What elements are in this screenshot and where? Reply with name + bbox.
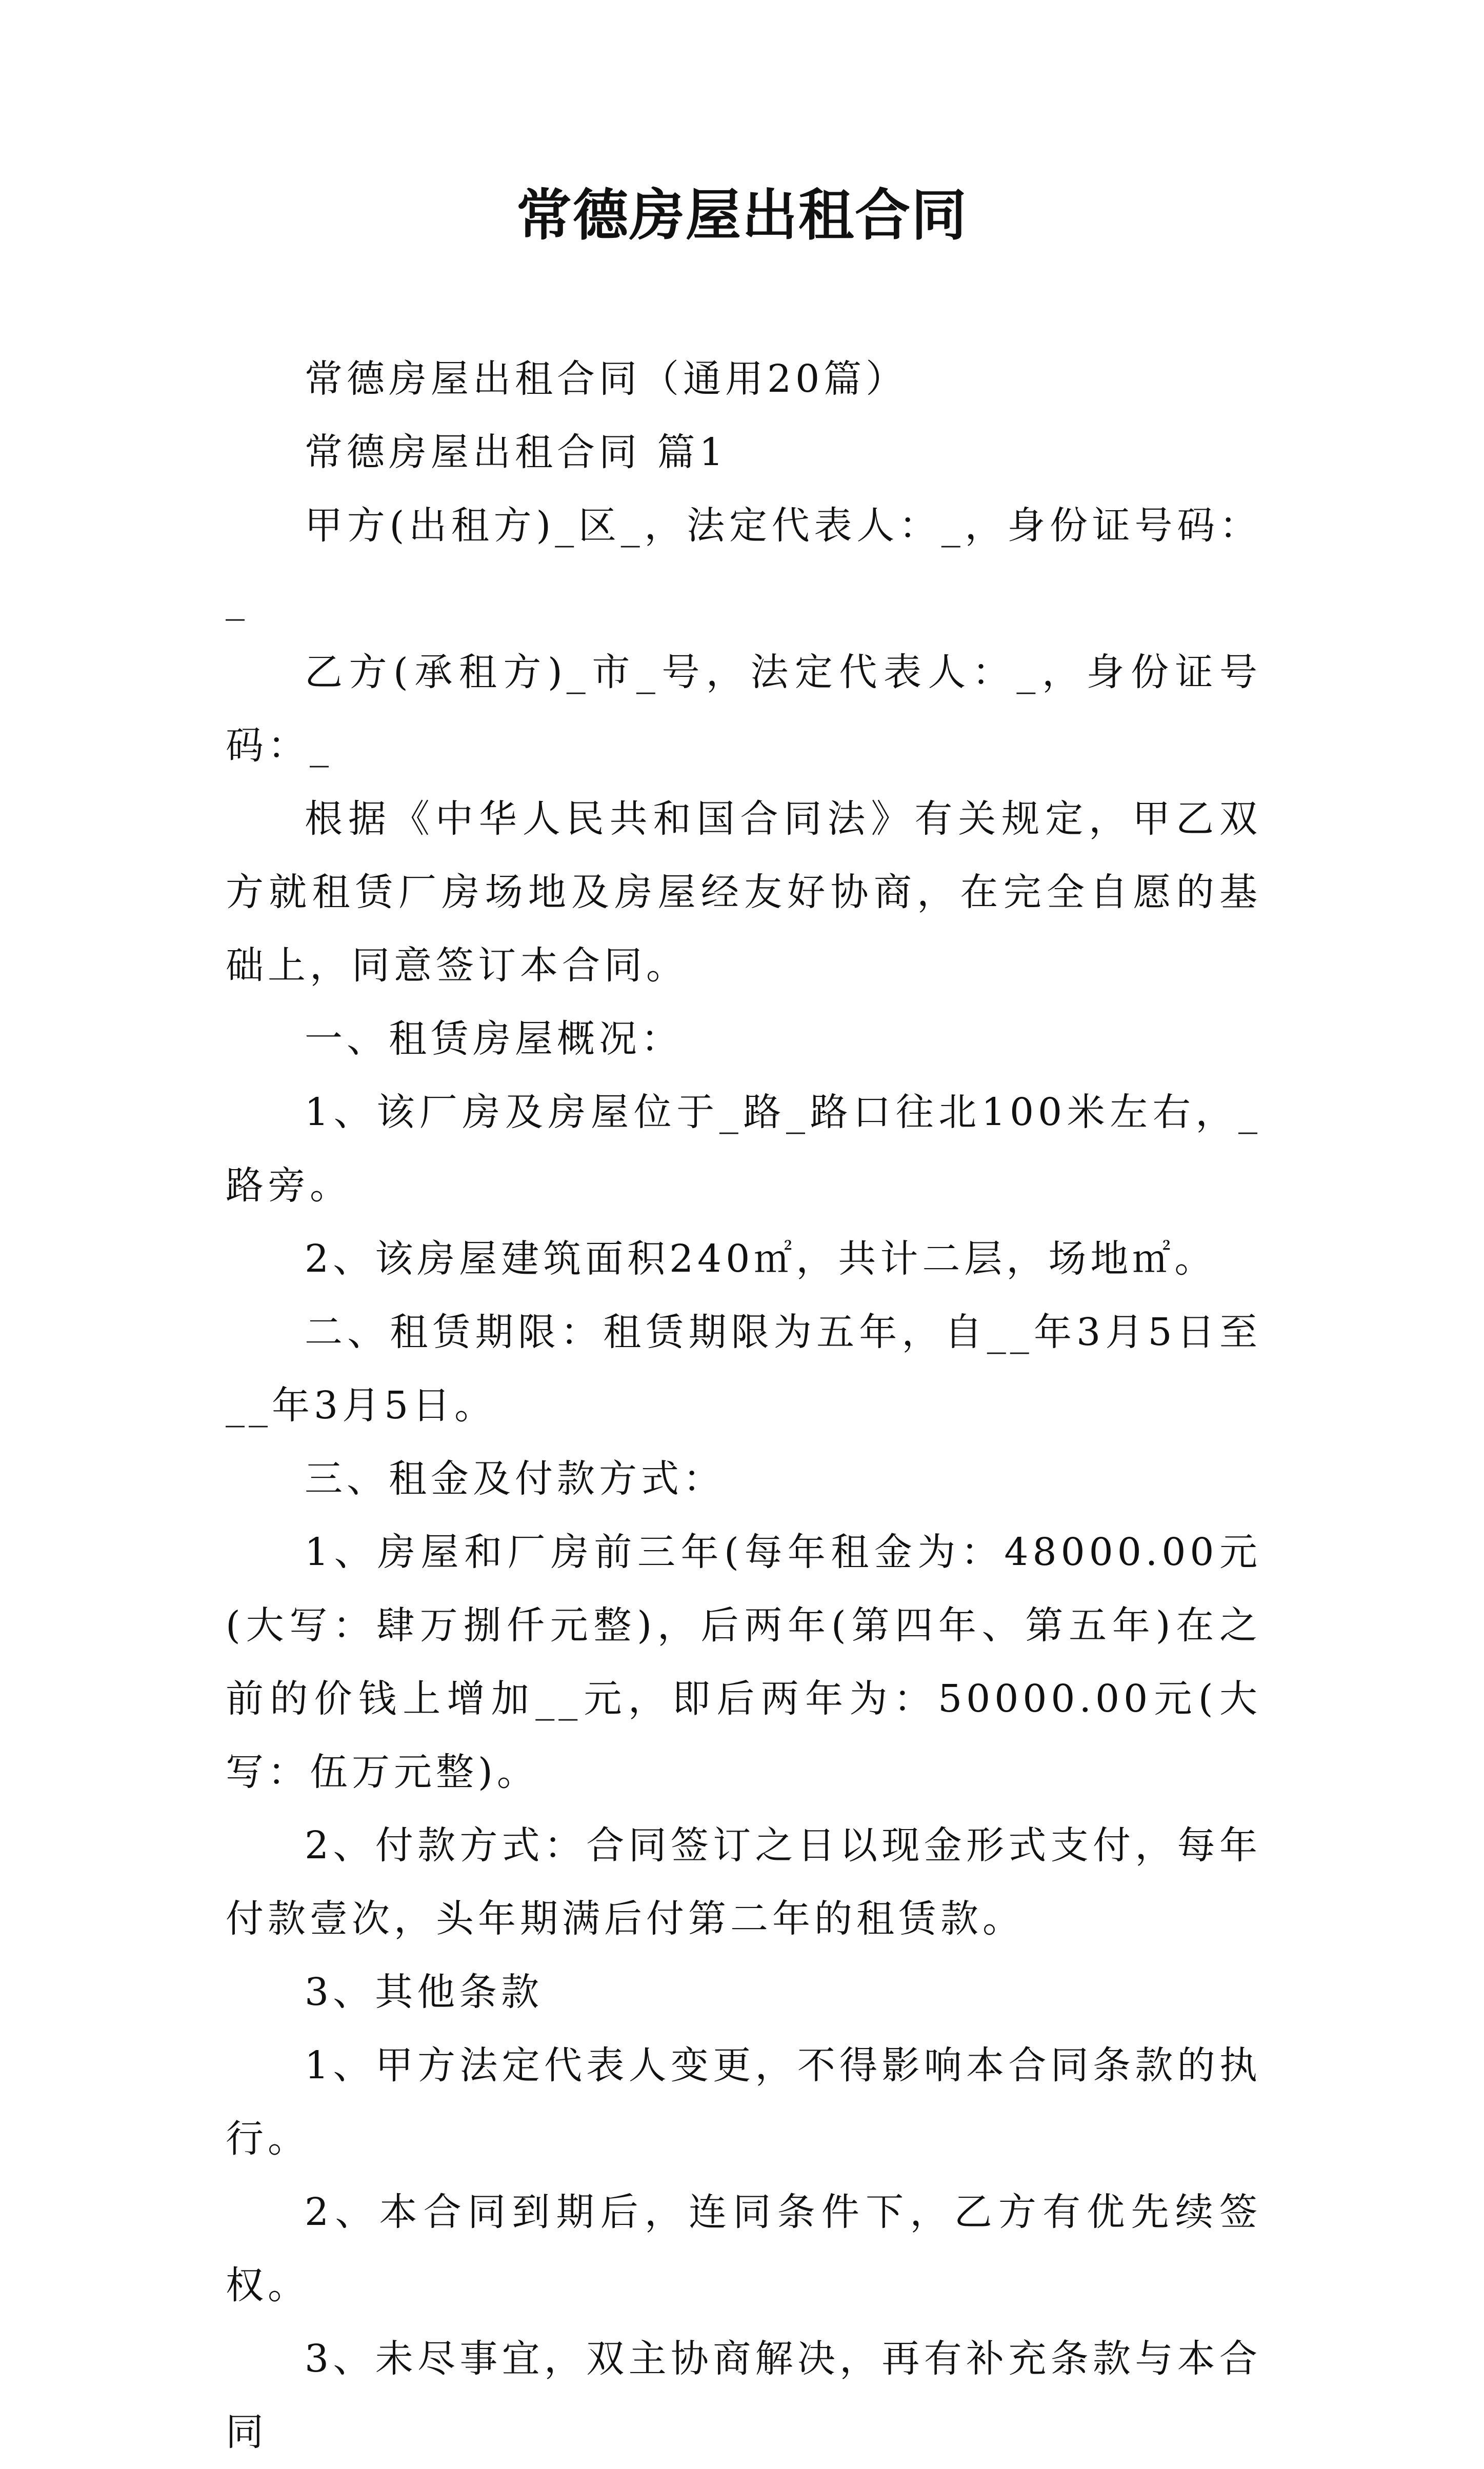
document-title: 常德房屋出租合同 (516, 183, 968, 248)
document-body (226, 343, 1261, 2469)
clause-heading: 二、租赁期限：租赁期限为五年，自__年3月5日至__年3月5日。 (226, 1310, 1261, 1428)
party-a-paragraph: 甲方(出租方)_区_，法定代表人：_，身份证号码：_ (226, 504, 1261, 621)
clause-paragraph: 2、付款方式：合同签订之日以现金形式支付，每年付款壹次，头年期满后付第二年的租赁款。 (226, 1823, 1261, 1941)
clause-paragraph: 3、未尽事宜，双主协商解决，再有补充条款与本合同 (226, 2337, 1261, 2454)
clause-heading: 3、其他条款 (305, 1970, 544, 2014)
preamble-paragraph: 根据《中华人民共和国合同法》有关规定，甲乙双方就租赁厂房场地及房屋经友好协商，在完全自愿的基础上，同意签订本合同。 (226, 797, 1261, 988)
clause-paragraph: 1、甲方法定代表人变更，不得影响本合同条款的执行。 (226, 2043, 1261, 2161)
clause-heading: 三、租金及付款方式： (305, 1457, 725, 1501)
clause-heading: 一、租赁房屋概况： (305, 1017, 683, 1061)
subtitle-paragraph: 常德房屋出租合同（通用20篇） (305, 357, 908, 401)
party-b-paragraph: 乙方(承租方)_市_号，法定代表人：_，身份证号码：_ (226, 650, 1261, 768)
clause-paragraph: 2、本合同到期后，连同条件下，乙方有优先续签权。 (226, 2190, 1261, 2307)
clause-paragraph: 1、该厂房及房屋位于_路_路口往北100米左右，_路旁。 (226, 1090, 1261, 1208)
section-heading: 常德房屋出租合同 篇1 (305, 430, 728, 474)
clause-paragraph: 2、该房屋建筑面积240㎡，共计二层，场地㎡。 (305, 1237, 1217, 1281)
clause-paragraph: 1、房屋和厂房前三年(每年租金为：48000.00元(大写：肆万捌仟元整)，后两年(第四年、第五年)在之前的价钱上增加__元，即后两年为：50000.00元(大写：伍万元整)。 (226, 1530, 1261, 1794)
